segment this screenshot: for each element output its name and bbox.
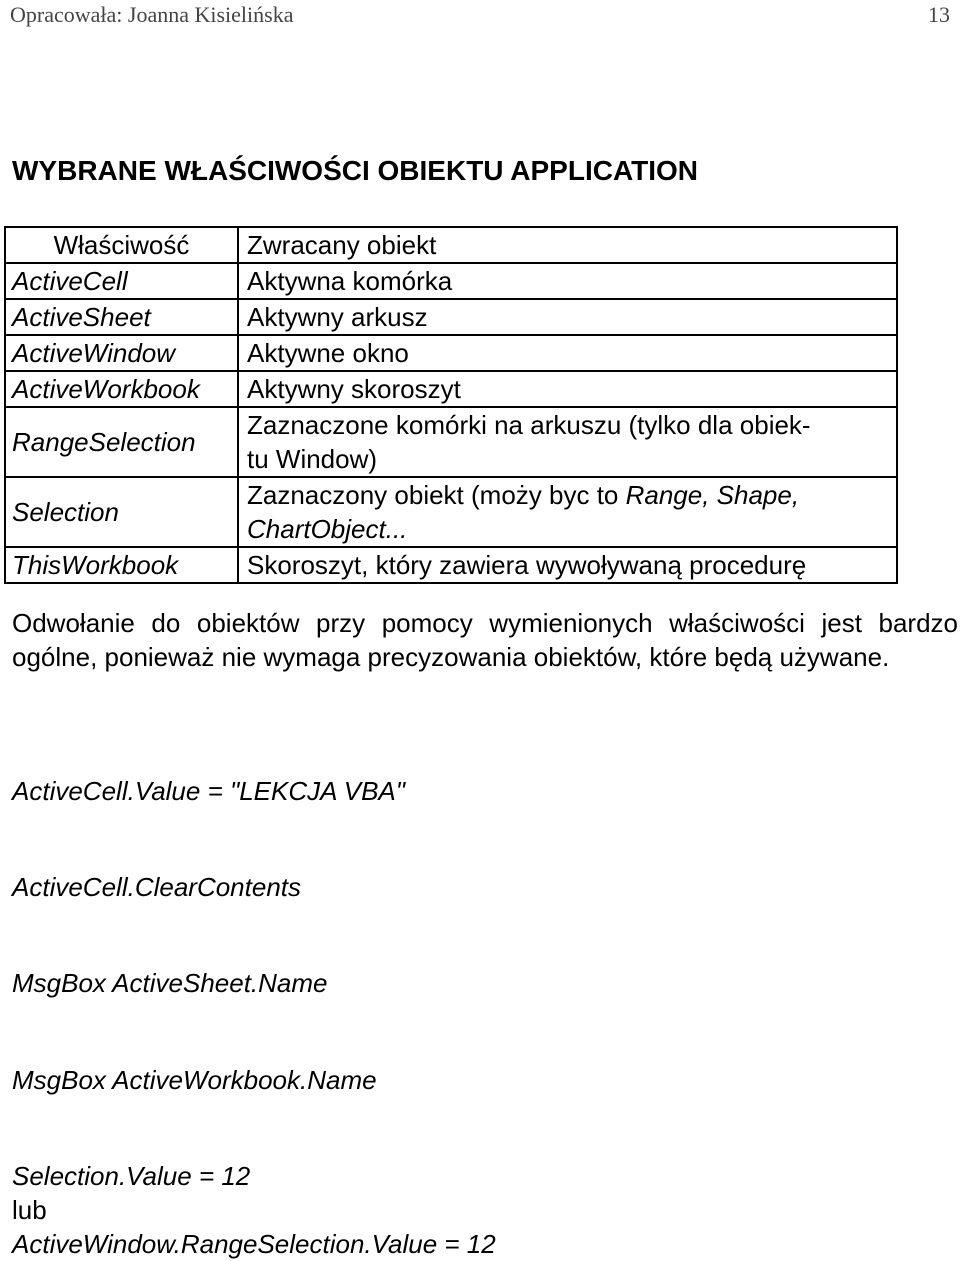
object-cell-line: ChartObject...	[247, 514, 408, 544]
table-row	[5, 335, 897, 371]
description-paragraph: Odwołanie do obiektów przy pomocy wymienionych właściwości jest bardzo ogólne, ponieważ nie wymaga precyzowania obiektów, które będą używane.	[12, 608, 958, 672]
object-cell	[238, 477, 897, 547]
code-line: ActiveWindow.RangeSelection.Value = 12	[12, 1229, 496, 1259]
column-header-object: Zwracany obiekt	[238, 227, 897, 263]
object-cell: Aktywne okno	[238, 335, 897, 371]
property-cell: ActiveSheet	[5, 299, 238, 335]
object-cell-line	[247, 478, 890, 512]
object-text-plain: Zaznaczony obiekt (moży byc to	[247, 480, 626, 510]
object-cell	[238, 407, 897, 477]
property-cell: ActiveWorkbook	[5, 371, 238, 407]
page-header	[10, 0, 950, 30]
property-cell: ActiveWindow	[5, 335, 238, 371]
object-cell-line: Zaznaczone komórki na arkuszu (tylko dla obiek-	[247, 410, 811, 440]
code-line: ActiveCell.ClearContents	[12, 872, 302, 902]
object-cell: Aktywny arkusz	[238, 299, 897, 335]
code-line: MsgBox ActiveSheet.Name	[12, 968, 328, 998]
property-cell: RangeSelection	[5, 407, 238, 477]
property-cell: Selection	[5, 477, 238, 547]
code-connector: lub	[12, 1195, 47, 1225]
property-cell: ThisWorkbook	[5, 547, 238, 583]
table-row	[5, 371, 897, 407]
object-cell: Aktywna komórka	[238, 263, 897, 299]
table-header-row	[5, 227, 897, 263]
table-row	[5, 407, 897, 477]
code-line: Selection.Value = 12	[12, 1161, 251, 1191]
object-cell-line: tu Window)	[247, 444, 378, 474]
page-number: 13	[928, 2, 950, 27]
properties-table	[4, 226, 898, 584]
table-row	[5, 299, 897, 335]
column-header-property: Właściwość	[5, 227, 238, 263]
code-line: ActiveCell.Value = "LEKCJA VBA"	[12, 776, 405, 806]
object-cell: Aktywny skoroszyt	[238, 371, 897, 407]
table-row	[5, 263, 897, 299]
author-line: Opracowała: Joanna Kisielińska	[10, 2, 294, 27]
section-title: WYBRANE WŁAŚCIWOŚCI OBIEKTU APPLICATION	[12, 155, 698, 186]
object-text-italic: Range, Shape,	[625, 480, 800, 510]
property-cell: ActiveCell	[5, 263, 238, 299]
object-cell: Skoroszyt, który zawiera wywoływaną procedurę	[238, 547, 897, 583]
table-row	[5, 477, 897, 547]
table-row	[5, 547, 897, 583]
code-line: MsgBox ActiveWorkbook.Name	[12, 1065, 377, 1095]
